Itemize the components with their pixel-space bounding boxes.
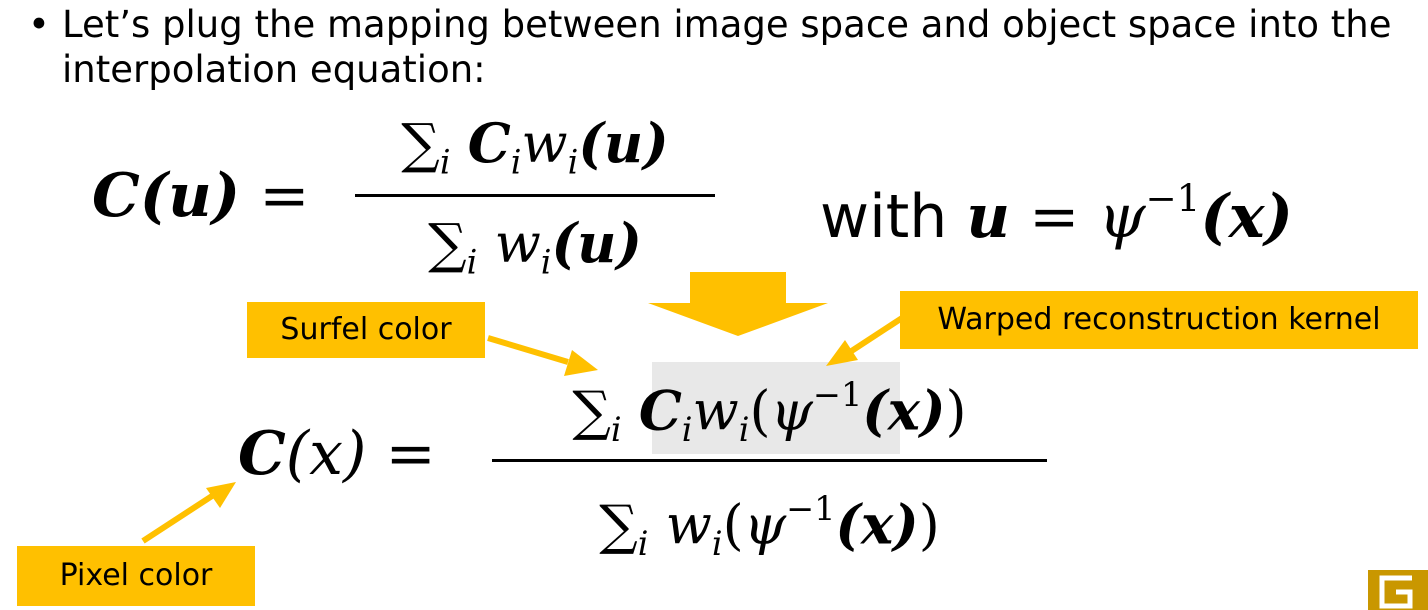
equation1-denominator: $\sum_i$ $w_i(u)$	[428, 211, 642, 282]
equation1-numerator: $\sum_i$ $C_iw_i(u)$	[401, 111, 669, 182]
bullet-text: Let’s plug the mapping between image space and object space into the interpolation equation:	[62, 3, 1392, 91]
pixel-arrow	[143, 482, 236, 541]
equation1-with-clause: with $u = \psi^{-1}(x)$	[820, 176, 1293, 253]
gt-logo-icon	[1368, 570, 1428, 610]
kernel-arrow	[826, 318, 902, 366]
down-arrow	[648, 272, 828, 336]
pixel-color-label: Pixel color	[17, 546, 255, 606]
surfel-color-label: Surfel color	[247, 302, 485, 358]
equation1-lhs: C(u) =	[92, 161, 310, 231]
surfel-arrow	[488, 338, 598, 376]
equation2-lhs: C(x) =	[238, 419, 436, 489]
equation2-denominator: $\sum_i$ $w_i(\psi^{-1}(x))$	[599, 489, 940, 564]
bullet-marker: •	[28, 3, 50, 46]
warped-kernel-label: Warped reconstruction kernel	[900, 291, 1418, 349]
equation2-numerator: $\sum_i$ $C_iw_i(\psi^{-1}(x))$	[572, 375, 967, 450]
